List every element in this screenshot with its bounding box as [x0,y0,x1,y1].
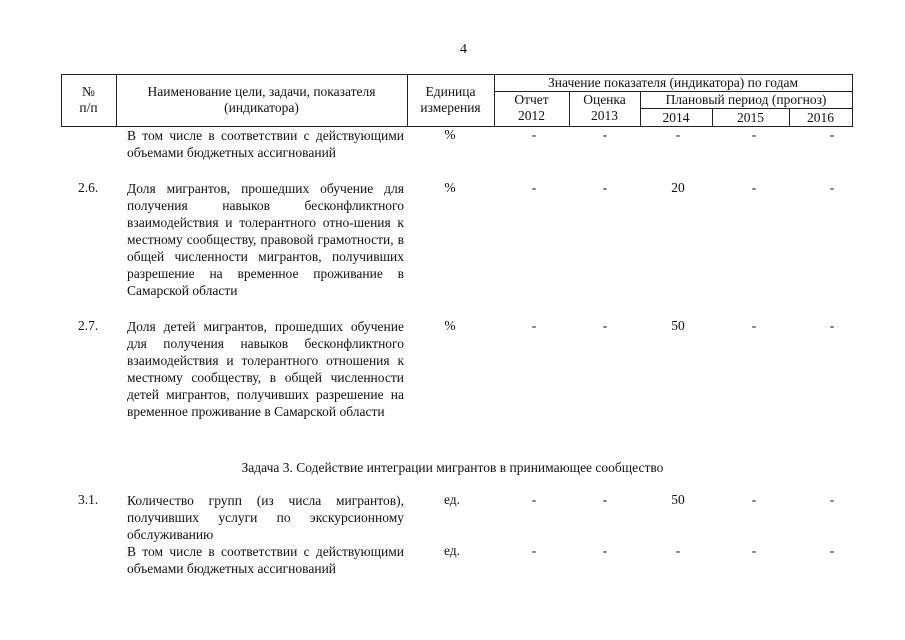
row-number: 2.7. [78,318,99,333]
indicator-description: Доля детей мигрантов, прошедших обучение для получения навыков бесконфликтного взаимодействия и толерантного отношения к местному сообществу, в общей численности детей мигрантов, получивших разрешение на временное проживание в Самарской области [127,319,404,419]
unit-cell: % [444,318,456,333]
value-2015: - [751,492,757,507]
value-2013: - [602,543,608,558]
value-2015: - [751,318,757,333]
indicator-description: Доля мигрантов, прошедших обучение для получения навыков бесконфликтного взаимодействия и толерантного отно-шения к местному сообществу, правовой грамотности, в общей численности мигрантов, получивших разрешение на временное проживание в Самарской области [127,181,404,298]
value-2016: - [829,543,835,558]
value-2012: - [531,543,537,558]
indicator-description: В том числе в соответствии с действующими объемами бюджетных ассигнований [127,544,404,576]
value-2012: - [531,180,537,195]
value-2014: - [675,543,681,558]
value-2014: 50 [671,492,685,507]
value-2015: - [751,180,757,195]
header-col-estimate: Оценка 2013 [583,92,626,123]
row-number: 2.6. [78,180,99,195]
value-2015: - [751,543,757,558]
value-2014: 20 [671,180,685,195]
value-2015: - [751,127,757,142]
value-2013: - [602,127,608,142]
value-2012: - [531,318,537,333]
value-2016: - [829,180,835,195]
header-col-unit: Единица измерения [420,84,481,115]
value-2012: - [531,127,537,142]
unit-cell: % [444,127,456,142]
unit-cell: ед. [443,543,461,558]
header-year-2016: 2016 [807,110,834,125]
value-2016: - [829,492,835,507]
indicator-description: Количество групп (из числа мигрантов), получивших услуги по экскурсионному обслуживанию [127,493,404,542]
value-2013: - [602,180,608,195]
unit-cell: ед. [443,492,461,507]
value-2013: - [602,318,608,333]
page-number: 4 [460,42,467,57]
value-2016: - [829,127,835,142]
task-heading: Задача 3. Содействие интеграции мигрантов в принимающее сообщество [241,460,664,475]
header-col-name: Наименование цели, задачи, показателя (индикатора) [147,84,376,115]
header-col-number: № п/п [79,84,98,115]
header-year-2015: 2015 [737,110,764,125]
value-2016: - [829,318,835,333]
row-number: 3.1. [78,492,99,507]
value-2014: - [675,127,681,142]
unit-cell: % [444,180,456,195]
value-2014: 50 [671,318,685,333]
header-col-values-group: Значение показателя (индикатора) по годам [548,75,798,90]
value-2013: - [602,492,608,507]
header-col-planned: Плановый период (прогноз) [665,92,827,107]
indicator-description: В том числе в соответствии с действующими объемами бюджетных ассигнований [127,128,404,160]
value-2012: - [531,492,537,507]
header-year-2014: 2014 [662,110,690,125]
header-col-report: Отчет 2012 [514,92,549,123]
